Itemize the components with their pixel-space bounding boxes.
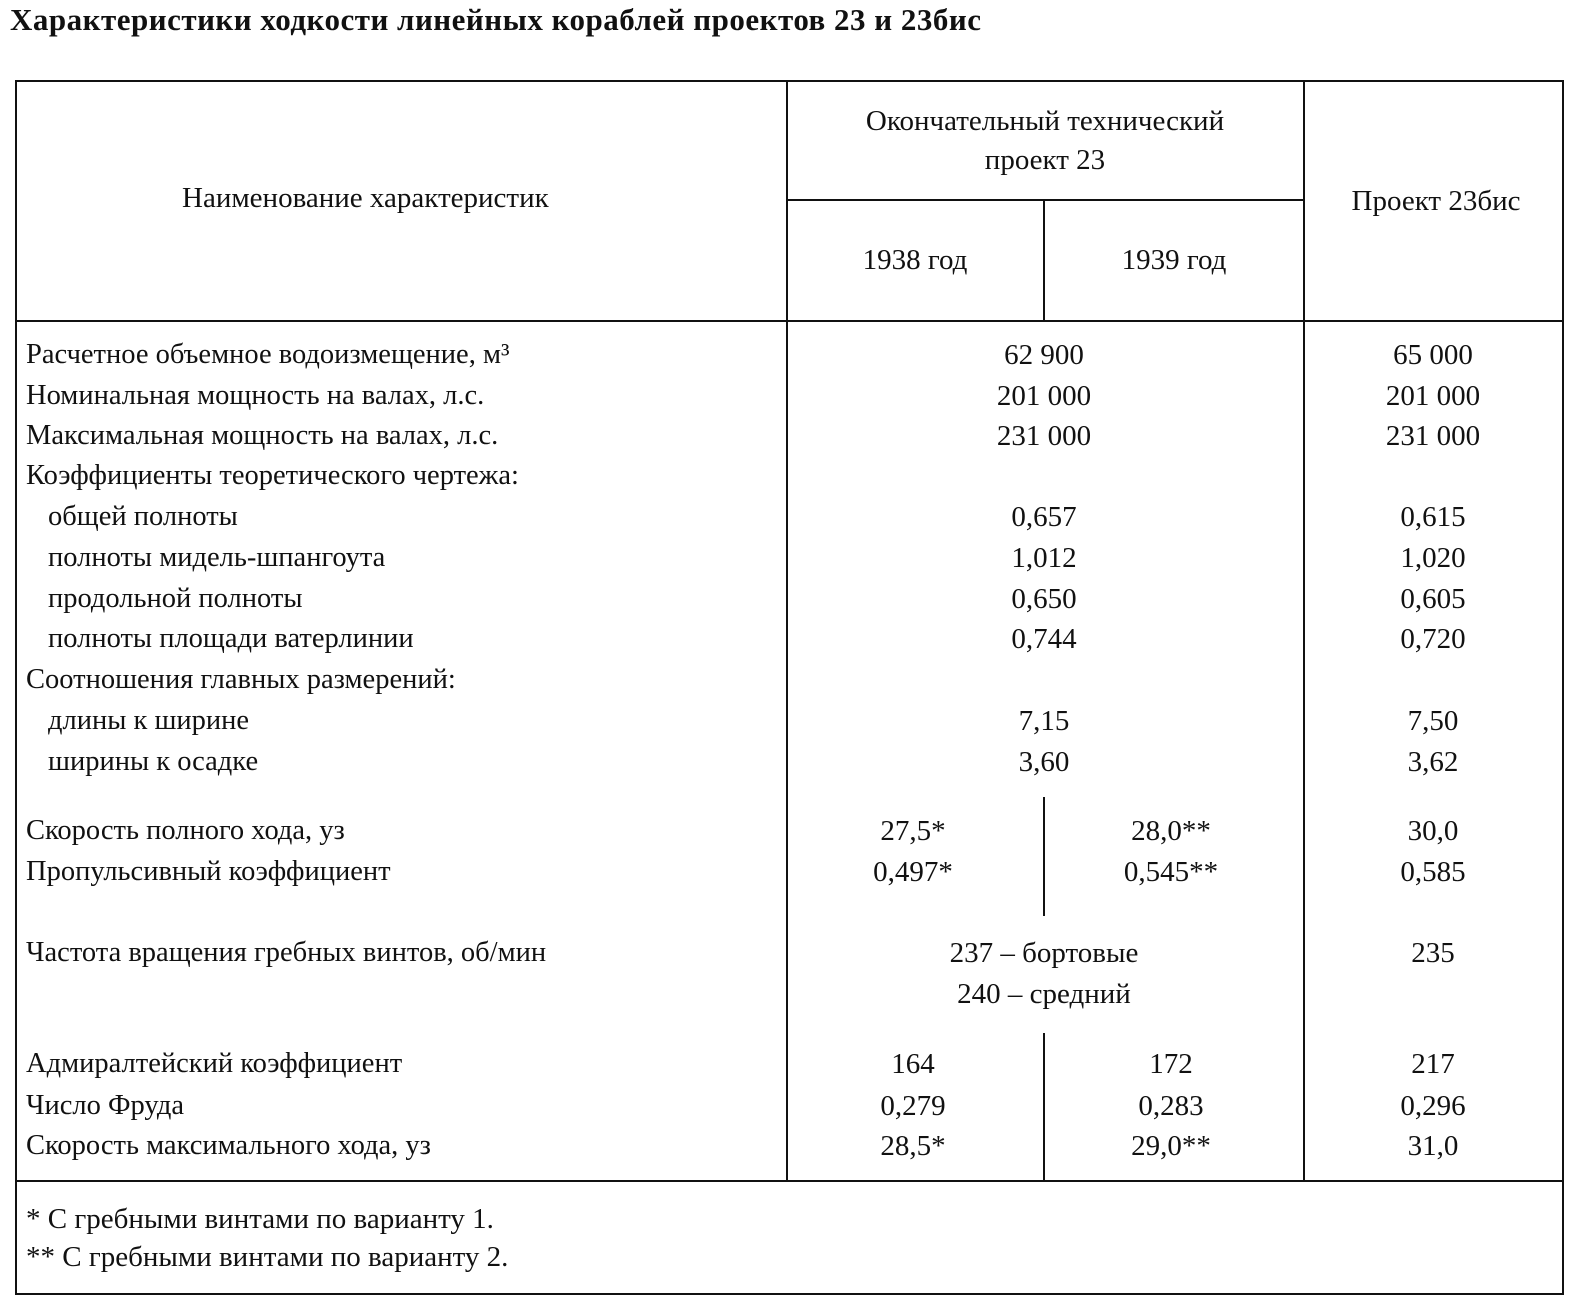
col-divider-bis (1303, 80, 1305, 1180)
row-label: продольной полноты (48, 583, 303, 614)
cell-p23: 3,60 (1018, 746, 1070, 778)
row-label: длины к ширине (48, 705, 250, 736)
row-label: Номинальная мощность на валах, л.с. (26, 380, 485, 411)
header-1939: 1939 год (1121, 244, 1227, 276)
cell-1938: 164 (891, 1048, 935, 1080)
group-header-rule (787, 199, 1303, 201)
row-label: Скорость полного хода, уз (26, 815, 345, 846)
row-label: Скорость максимального хода, уз (26, 1130, 431, 1161)
col-divider-name (786, 80, 788, 1180)
cell-p23: 201 000 (996, 380, 1092, 412)
col-divider-years-admiralty (1043, 1033, 1045, 1180)
row-label: Частота вращения гребных винтов, об/мин (26, 937, 547, 968)
cell-bis: 231 000 (1385, 420, 1481, 452)
cell-p23: 1,012 (1011, 542, 1077, 574)
row-label: полноты площади ватерлинии (48, 623, 414, 654)
footnote-rule (15, 1180, 1564, 1182)
cell-1939: 0,283 (1138, 1090, 1204, 1122)
cell-bis: 3,62 (1407, 746, 1459, 778)
row-label: Расчетное объемное водоизмещение, м³ (26, 339, 510, 370)
row-label: Пропульсивный коэффициент (26, 856, 391, 887)
header-group-line1: Окончательный технический (865, 105, 1225, 137)
cell-p23: 62 900 (1004, 339, 1084, 371)
cell-bis: 217 (1411, 1048, 1455, 1080)
cell-bis: 7,50 (1407, 705, 1459, 737)
cell-bis: 0,296 (1400, 1090, 1466, 1122)
cell-1938: 27,5* (880, 815, 946, 847)
header-bis: Проект 23бис (1351, 185, 1521, 217)
row-label: Максимальная мощность на валах, л.с. (26, 420, 499, 451)
row-label: Число Фруда (26, 1090, 185, 1121)
cell-1938: 0,279 (880, 1090, 946, 1122)
cell-1939: 172 (1149, 1048, 1193, 1080)
cell-1939: 28,0** (1131, 815, 1211, 847)
cell-bis: 201 000 (1385, 380, 1481, 412)
page-title: Характеристики ходкости линейных кораблей проектов 23 и 23бис (10, 2, 982, 37)
cell-p23: 0,650 (1011, 583, 1077, 615)
col-divider-years-speed (1043, 797, 1045, 916)
footnote-1: * С гребными винтами по варианту 1. (26, 1203, 494, 1235)
cell-1939: 0,545** (1123, 856, 1219, 888)
row-label: общей полноты (48, 501, 238, 532)
row-label: Адмиралтейский коэффициент (26, 1048, 403, 1079)
cell-bis: 31,0 (1407, 1130, 1459, 1162)
header-bottom-rule (15, 320, 1564, 322)
col-divider-years-header (1043, 199, 1045, 320)
header-1938: 1938 год (862, 244, 968, 276)
cell-1938: 0,497* (873, 856, 953, 888)
cell-bis: 30,0 (1407, 815, 1459, 847)
header-group-line2: проект 23 (984, 144, 1106, 176)
cell-1939: 29,0** (1131, 1130, 1211, 1162)
row-label: полноты мидель-шпангоута (48, 542, 386, 573)
cell-bis: 1,020 (1400, 542, 1466, 574)
cell-p23: 231 000 (996, 420, 1092, 452)
cell-p23: 237 – бортовые (949, 937, 1139, 969)
cell-p23: 0,657 (1011, 501, 1077, 533)
cell-p23: 240 – средний (957, 978, 1131, 1010)
cell-bis: 0,615 (1400, 501, 1466, 533)
cell-p23: 7,15 (1018, 705, 1070, 737)
cell-bis: 0,605 (1400, 583, 1466, 615)
cell-bis: 235 (1411, 937, 1455, 969)
cell-p23: 0,744 (1011, 623, 1077, 655)
row-label: Соотношения главных размерений: (26, 664, 456, 695)
cell-bis: 0,585 (1400, 856, 1466, 888)
cell-1938: 28,5* (880, 1130, 946, 1162)
row-label: ширины к осадке (48, 746, 259, 777)
cell-bis: 0,720 (1400, 623, 1466, 655)
header-name: Наименование характеристик (182, 182, 549, 214)
cell-bis: 65 000 (1393, 339, 1473, 371)
footnote-2: ** С гребными винтами по варианту 2. (26, 1241, 509, 1273)
row-label: Коэффициенты теоретического чертежа: (26, 460, 519, 491)
